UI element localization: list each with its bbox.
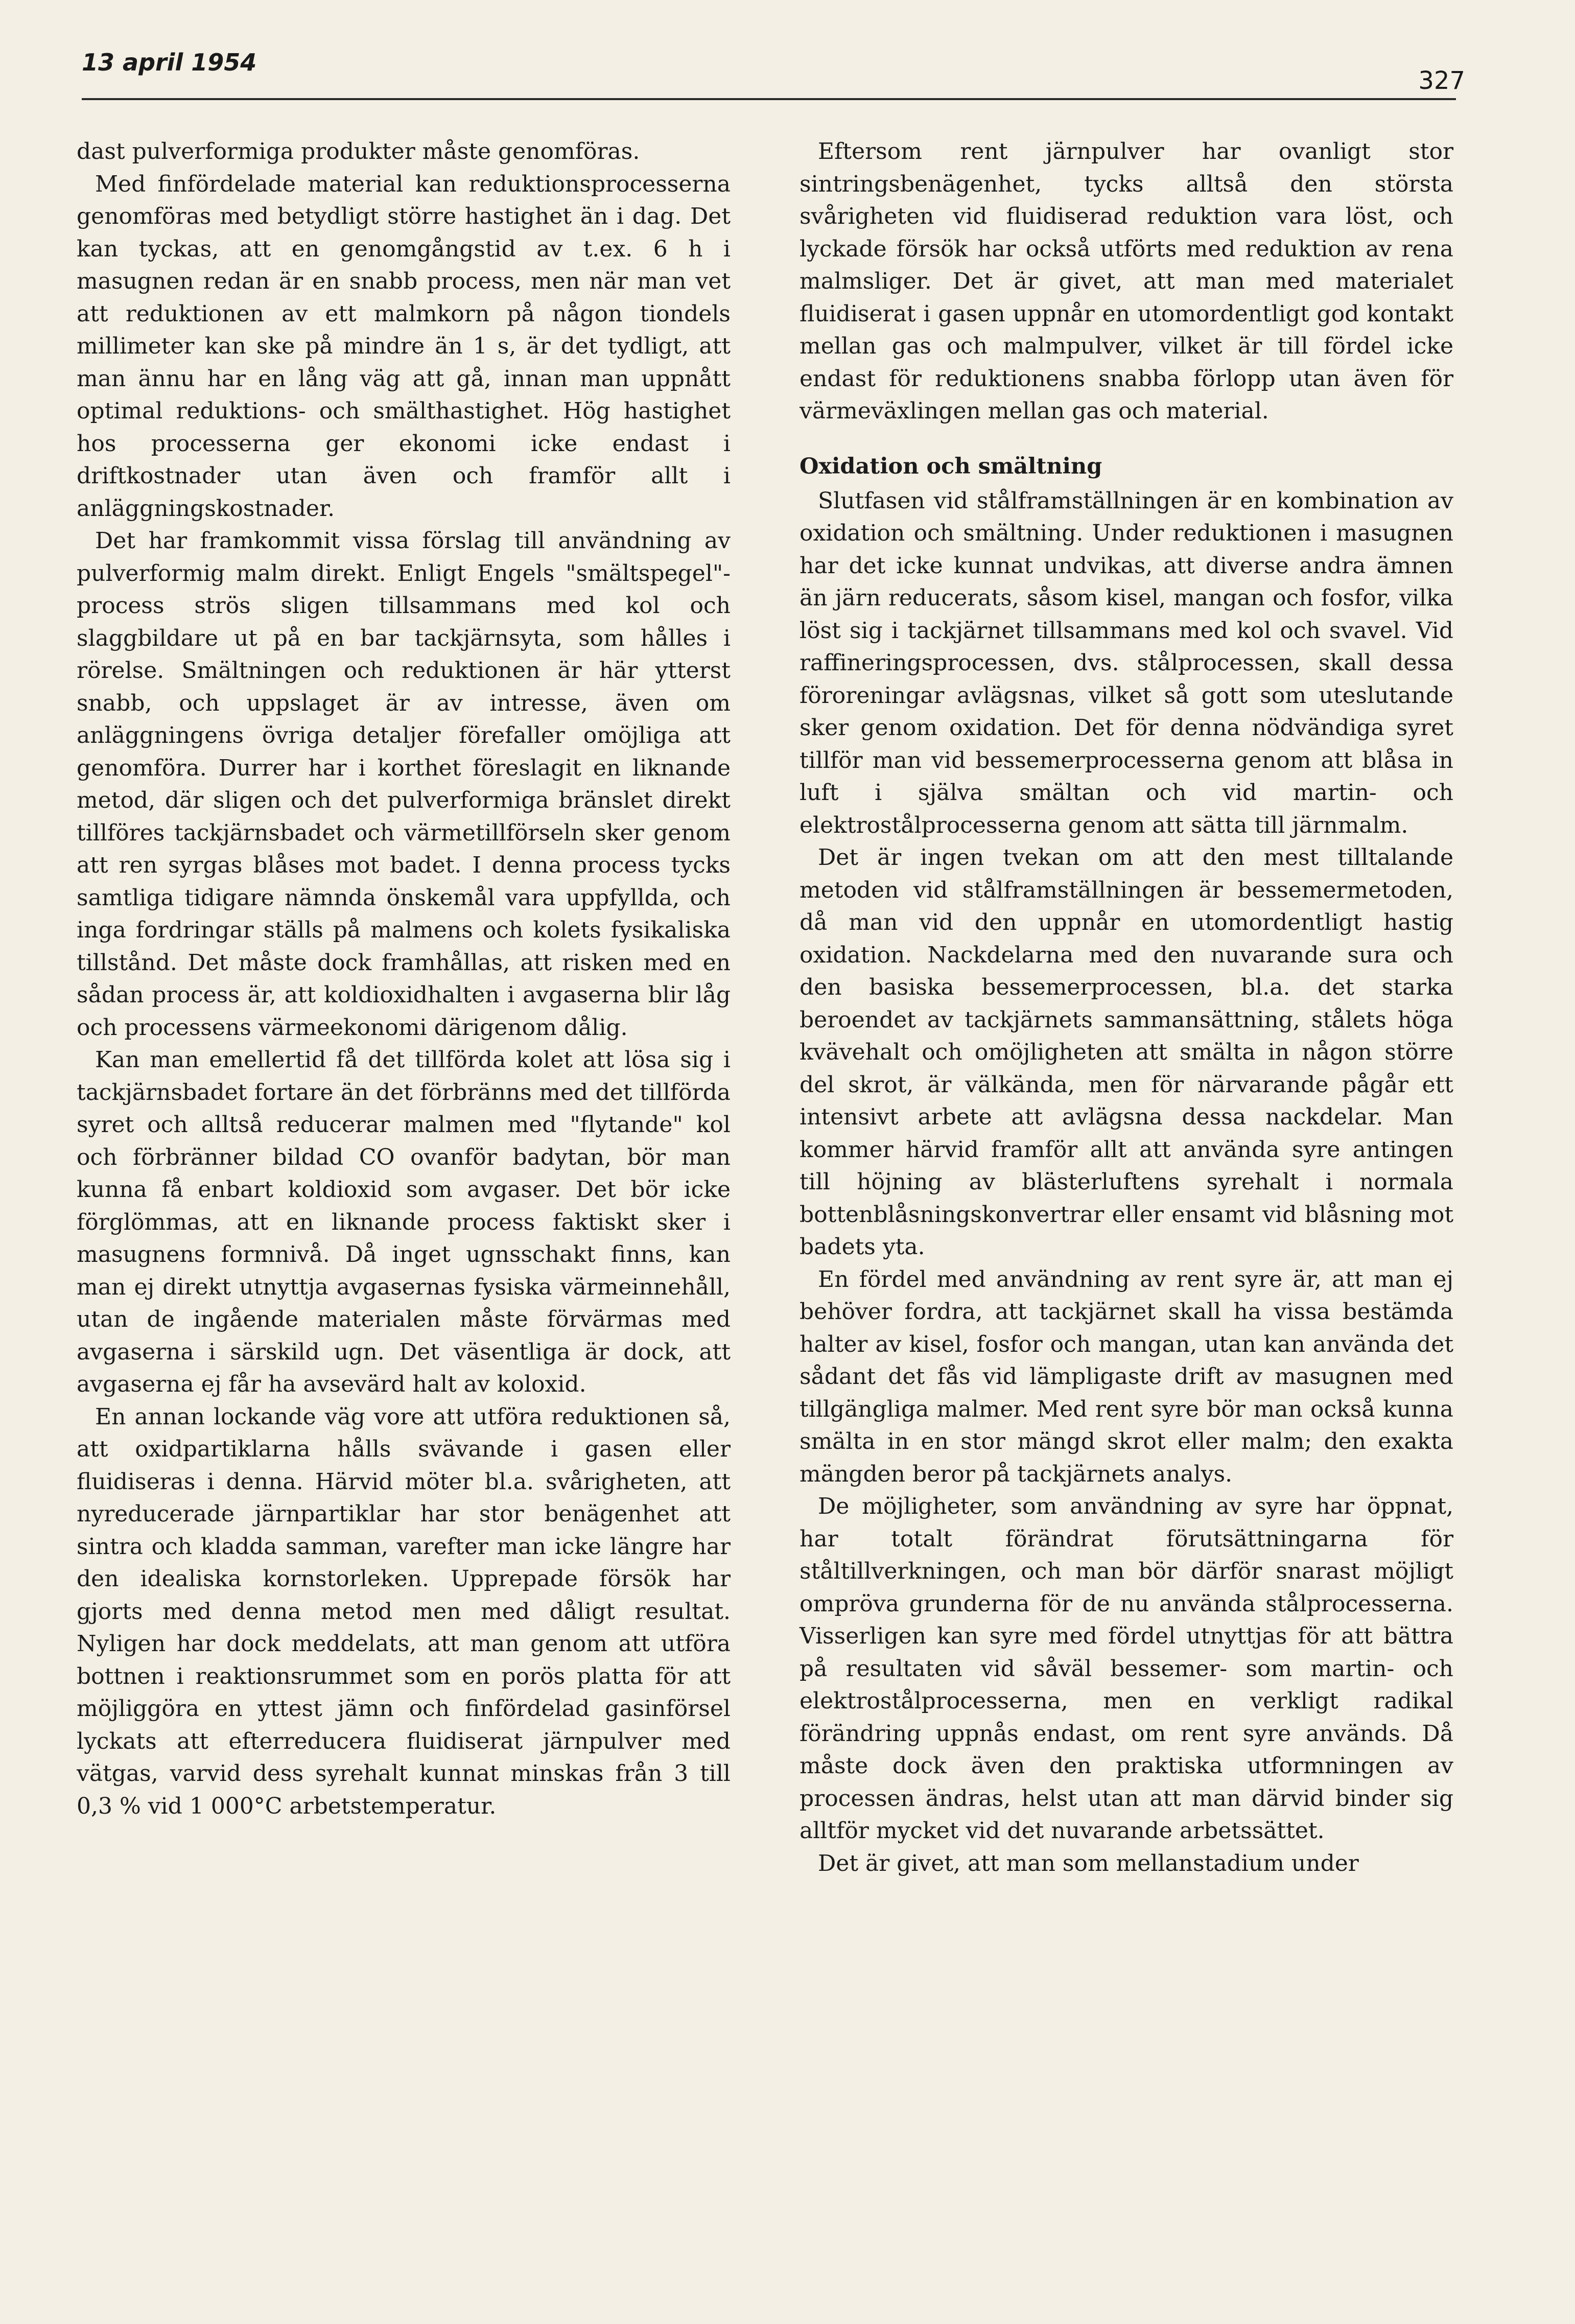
paragraph: Det har framkommit vissa förslag till användning av pulverformig malm direkt. Enligt Engels "smältspegel"-process strös sligen tillsammans med kol och slaggbildare ut på en bar tackjärnsyta, som hålles i rörelse. Smältningen och reduktionen är här ytterst snabb, och uppslaget är av intresse, även om anläggningens övriga detaljer förefaller omöjliga att genomföra. Durrer har i korthet föreslagit en liknande metod, där sligen och det pulverformiga bränslet direkt tillföres tackjärnsbadet och värmetillförseln sker genom att ren syrgas blåses mot badet. I denna process tycks samtliga tidigare nämnda önskemål vara uppfyllda, och inga fordringar ställs på malmens och kolets fysikaliska tillstånd. Det måste dock framhållas, att risken med en sådan process är, att koldioxidhalten i avgaserna blir låg och processens värmeekonomi därigenom dålig. xyxy=(77,528,731,1041)
paragraph: En fördel med användning av rent syre är, att man ej behöver fordra, att tackjärnet skall ha vissa bestämda halter av kisel, fosfor och mangan, utan kan använda det sådant det fås vid lämpligaste drift av masugnen med tillgängliga malmer. Med rent syre bör man också kunna smälta in en stor mängd skrot eller malm; den exakta mängden beror på tackjärnets analys. xyxy=(800,1266,1453,1487)
right-column xyxy=(800,135,1453,1880)
paragraph: Det är givet, att man som mellanstadium under xyxy=(818,1850,1359,1876)
paragraph: Kan man emellertid få det tillförda kolet att lösa sig i tackjärnsbadet fortare än det förbränns med det tillförda syret och alltså reducerar malmen med "flytande" kol och förbränner bildad CO ovanför badytan, bör man kunna få enbart koldioxid som avgaser. Det bör icke förglömmas, att en liknande process faktiskt sker i masugnens formnivå. Då inget ugnsschakt finns, kan man ej direkt utnyttja avgasernas fysiska värmeinnehåll, utan de ingående materialen måste förvärmas med avgaserna i särskild ugn. Det väsentliga är dock, att avgaserna ej får ha avsevärd halt av koloxid. xyxy=(77,1047,731,1397)
paragraph: De möjligheter, som användning av syre har öppnat, har totalt förändrat förutsättningarna för ståltillverkningen, och man bör därför snarast möjligt ompröva grunderna för de nu använda stålprocesserna. Visserligen kan syre med fördel utnyttjas för att bättra på resultaten vid såväl bessemer- som martin- och elektrostålprocesserna, men en verkligt radikal förändring uppnås endast, om rent syre används. Då måste dock även den praktiska utformningen av processen ändras, helst utan att man därvid binder sig alltför mycket vid det nuvarande arbetssättet. xyxy=(800,1493,1453,1844)
left-column xyxy=(77,135,731,1822)
header-rule xyxy=(82,98,1456,100)
paragraph: En annan lockande väg vore att utföra reduktionen så, att oxidpartiklarna hålls svävande i gasen eller fluidiseras i denna. Härvid möter bl.a. svårigheten, att nyreducerade järnpartiklar har stor benägenhet att sintra och kladda samman, varefter man icke längre har den idealiska kornstorleken. Upprepade försök har gjorts med denna metod men med dåligt resultat. Nyligen har dock meddelats, att man genom att utföra bottnen i reaktionsrummet som en porös platta för att möjliggöra en yttest jämn och finfördelad gasinförsel lyckats att efterreducera fluidiserat järnpulver med vätgas, varvid dess syrehalt kunnat minskas från 3 till 0,3 % vid 1 000°C arbetstemperatur. xyxy=(77,1403,731,1819)
paragraph: dast pulverformiga produkter måste genomföras. xyxy=(77,138,640,165)
page-number: 327 xyxy=(1418,66,1465,95)
section-heading: Oxidation och smältning xyxy=(800,453,1102,479)
paragraph: Det är ingen tvekan om att den mest tilltalande metoden vid stålframställningen är bessemermetoden, då man vid den uppnår en utomordentligt hastig oxidation. Nackdelarna med den nuvarande sura och den basiska bessemerprocessen, bl.a. det starka beroendet av tackjärnets sammansättning, stålets höga kvävehalt och omöjligheten att smälta in någon större del skrot, är välkända, men för närvarande pågår ett intensivt arbete att avlägsna dessa nackdelar. Man kommer härvid framför allt att använda syre antingen till höjning av blästerluftens syrehalt i normala bottenblåsningskonvertrar eller ensamt vid blåsning mot badets yta. xyxy=(800,844,1453,1260)
paragraph: Slutfasen vid stålframställningen är en kombination av oxidation och smältning. Under reduktionen i masugnen har det icke kunnat undvikas, att diverse andra ämnen än järn reducerats, såsom kisel, mangan och fosfor, vilka löst sig i tackjärnet tillsammans med kol och svavel. Vid raffineringsprocessen, dvs. stålprocessen, skall dessa föroreningar avlägsnas, vilket så gott som uteslutande sker genom oxidation. Det för denna nödvändiga syret tillför man vid bessemerprocesserna genom att blåsa in luft i själva smältan och vid martin- och elektrostålprocesserna genom att sätta till järnmalm. xyxy=(800,487,1453,838)
paragraph: Med finfördelade material kan reduktionsprocesserna genomföras med betydligt större hastighet än i dag. Det kan tyckas, att en genomgångstid av t.ex. 6 h i masugnen redan är en snabb process, men när man vet att reduktionen av ett malmkorn på någon tiondels millimeter kan ske på mindre än 1 s, är det tydligt, att man ännu har en lång väg att gå, innan man uppnått optimal reduktions- och smälthastighet. Hög hastighet hos processerna ger ekonomi icke endast i driftkostnader utan även och framför allt i anläggningskostnader. xyxy=(77,171,731,522)
header-date: 13 april 1954 xyxy=(82,49,257,76)
paragraph: Eftersom rent järnpulver har ovanligt stor sintringsbenägenhet, tycks alltså den största svårigheten vid fluidiserad reduktion vara löst, och lyckade försök har också utförts med reduktion av rena malmsliger. Det är givet, att man med materialet fluidiserat i gasen uppnår en utomordentligt god kontakt mellan gas och malmpulver, vilket är till fördel icke endast för reduktionens snabba förlopp utan även för värmeväxlingen mellan gas och material. xyxy=(800,138,1453,424)
